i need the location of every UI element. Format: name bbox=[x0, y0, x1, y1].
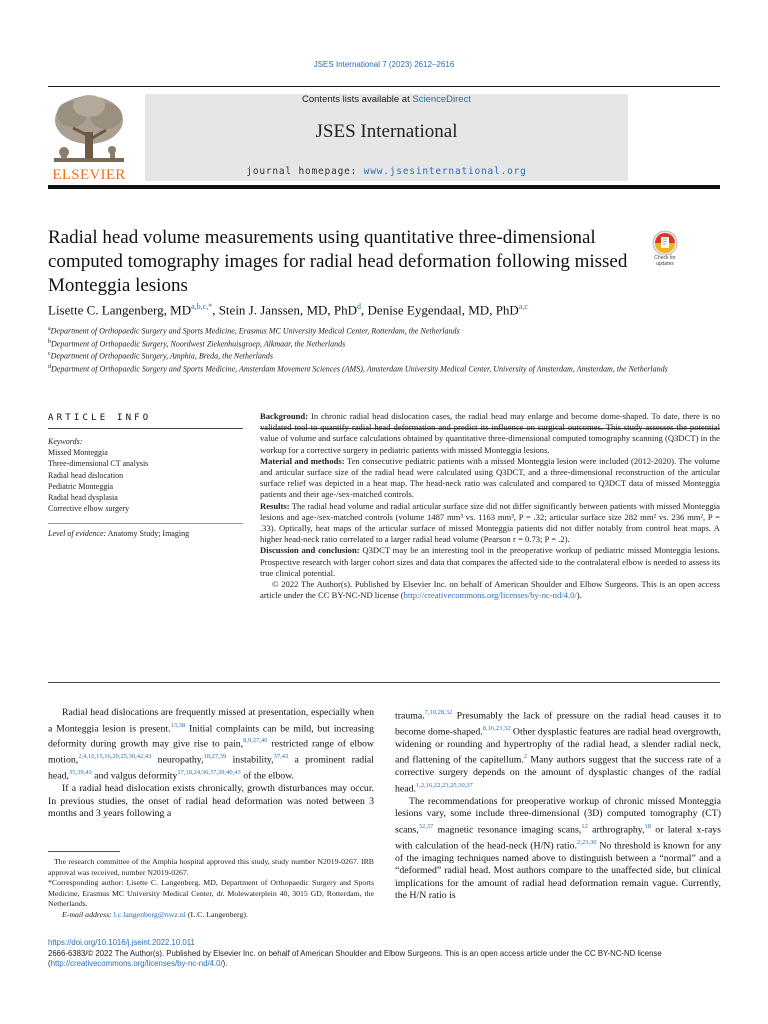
keywords-block bbox=[48, 436, 243, 514]
footer-license-link[interactable]: http://creativecommons.org/licenses/by-nc-nd/4.0/ bbox=[50, 959, 223, 969]
homepage-link[interactable]: www.jsesinternational.org bbox=[363, 166, 527, 177]
level-of-evidence bbox=[48, 529, 243, 538]
affiliation: $^c$Department of Orthopaedic Surgery, Amphia, Breda, the Netherlands bbox=[48, 351, 274, 361]
body-column-right bbox=[395, 707, 721, 903]
doi-link[interactable]: https://doi.org/10.1016/j.jseint.2022.10.011 bbox=[48, 938, 195, 947]
journal-reference[interactable]: JSES International 7 (2023) 2612–2616 bbox=[313, 60, 455, 69]
irb-footnote: The research committee of the Amphia hospital approved this study, study number N2019-0267. IRB approval was received, number N2019-0267. bbox=[48, 857, 374, 877]
loe-label: Level of evidence: bbox=[48, 529, 107, 538]
elsevier-logo bbox=[48, 92, 130, 184]
keyword: Pediatric Monteggia bbox=[48, 481, 114, 491]
sciencedirect-link[interactable]: ScienceDirect bbox=[412, 94, 471, 105]
article-title: Radial head volume measurements using quantitative three-dimensional computed tomography images for radial head deformation following missed Monteggia lesions bbox=[48, 227, 628, 296]
body-column-left bbox=[48, 707, 374, 821]
footnotes bbox=[48, 857, 374, 921]
author-name: Denise Eygendaal, MD, PhD bbox=[367, 302, 519, 318]
header-thick-rule bbox=[48, 185, 720, 189]
abstract bbox=[260, 411, 720, 601]
elsevier-wordmark: ELSEVIER bbox=[52, 167, 126, 183]
tree-icon bbox=[48, 92, 130, 168]
homepage-prefix: journal homepage: bbox=[246, 166, 364, 177]
badge-label: Check for updates bbox=[654, 255, 676, 267]
body-paragraph: Radial head dislocations are frequently missed at presentation, especially when a Monteggia lesion is present.$^{13,38}$ Initial complaints can be mild, but increasing deformity during growth may give rise to pain,$^{8,9,27,40}$ restricted range of elbow motion,$^{2,4,10,15,16,20,25,30,42,43}$ neuropathy,$^{18,27,39}$ instability,$^{37,43}$ a prominent radial head,$^{35,39,43}$ and valgus deformity$^{17,18,24,36,37,39,40,43}$ of the elbow. bbox=[48, 707, 374, 782]
abstract-results: Results: The radial head volume and radial articular surface size did not differ significantly between patients with missed Monteggia lesions and age-/sex-matched controls (volume 1487 mm³ vs. 1163 mm³, P = .32; articular surface size 282 mm² vs. 236 mm², P = .33). Optically, heat maps of the articular surface of missed Monteggia patients did not differ notably from control heat maps. A higher head-neck ratio correlated to a larger radial head volume (Pearson r = 0.73; P = .2). bbox=[260, 500, 720, 545]
abstract-discussion: Discussion and conclusion: Q3DCT may be an interesting tool in the preoperative workup of pediatric missed Monteggia lesions. Prospective research with larger cohort sizes and data that compares the affected side to the contralateral elbow is needed to assess its true clinical potential. bbox=[260, 545, 720, 578]
journal-name: JSES International bbox=[315, 121, 458, 142]
abstract-methods: Material and methods: Ten consecutive pediatric patients with a missed Monteggia lesion were included (2012-2020). The volume and articular surface size of the radial head were calculated using Q3DCT, and a three-dimensional reconstruction of the articular surface relief was depicted in a heat map. The head-neck ratio was calculated and compared to Q3DCT data of missed Monteggia patients and their age-/sex-matched controls. bbox=[260, 455, 720, 500]
contents-line bbox=[145, 94, 628, 105]
issn-license: 2666-6383/© 2022 The Author(s). Published by Elsevier Inc. on behalf of American Shoulder and Elbow Surgeons. This is an open access article under the CC BY-NC-ND license (http://creativecommons.org/licenses/by-nc-nd/4.0/). bbox=[48, 948, 662, 969]
keyword: Radial head dislocation bbox=[48, 470, 124, 480]
header-rule bbox=[48, 86, 720, 87]
keywords-rule bbox=[48, 523, 243, 524]
abstract-bottom-rule bbox=[48, 682, 720, 683]
author-affil-sup[interactable]: a,c bbox=[518, 302, 528, 311]
author-name: Lisette C. Langenberg, MD bbox=[48, 302, 192, 318]
email-footnote: E-mail address: l.c.langenberg@nwz.nl (L.C. Langenberg). bbox=[62, 909, 248, 919]
author-affil-sup[interactable]: d bbox=[357, 302, 362, 311]
keyword: Missed Monteggia bbox=[48, 448, 108, 458]
body-paragraph: If a radial head dislocation exists chronically, growth disturbances may occur. In previous studies, the onset of radial head deformation was noted between 3 months and 3 years following a bbox=[48, 783, 374, 820]
keyword: Three-dimensional CT analysis bbox=[48, 459, 149, 469]
license-link[interactable]: http://creativecommons.org/licenses/by-nc-nd/4.0/ bbox=[403, 590, 577, 601]
article-info-rule bbox=[48, 428, 243, 429]
email-link[interactable]: l.c.langenberg@nwz.nl bbox=[113, 909, 186, 919]
keyword: Corrective elbow surgery bbox=[48, 504, 130, 514]
abstract-background: Background: In chronic radial head dislocation cases, the radial head may enlarge and become dome-shaped. To date, there is no validated tool to quantify radial head deformation and predict its influence on surgical outcomes. This study assesses the potential value of volume and surface calculations obtained by quantitative three-dimensional computed tomography scanning (Q3DCT) in the workup for a corrective surgery in pediatric patients with missed Monteggia lesions. bbox=[260, 411, 720, 455]
body-paragraph: The recommendations for preoperative workup of chronic missed Monteggia lesions vary, some include three-dimensional (3D) computed tomography (CT) scans,$^{32,37}$ magnetic resonance imaging scans,$^{12}$ arthrography,$^{18}$ or lateral x-rays with calculation of the head-neck (H/N) ratio.$^{2,23,30}$ No threshold is known for any of the imaging techniques named above to distinguish between a “normal” and a “deformed” radial head. Most authors compare to the unaffected side, but clinical implications for the amount of radial head deformation remain vague. Currently, the H/N ratio is bbox=[395, 795, 721, 902]
affiliation: $^a$Department of Orthopaedic Surgery and Sports Medicine, Erasmus MC University Medical Center, Rotterdam, the Netherlands bbox=[48, 326, 460, 336]
journal-banner bbox=[145, 94, 628, 181]
journal-homepage bbox=[145, 166, 628, 177]
author-affil-sup[interactable]: a,b,c,* bbox=[191, 302, 213, 311]
check-for-updates-badge[interactable] bbox=[647, 229, 683, 267]
loe-value: Anatomy Study; Imaging bbox=[107, 529, 190, 538]
body-paragraph: trauma.$^{7,10,28,32}$ Presumably the lack of pressure on the radial head causes it to become dome-shaped.$^{8,16,23,32}$ Other dysplastic features are radial head overgrowth, widening or rounding and hypertrophy of the radial head, a slender radial neck, and flattening of the capitellum.$^2$ Many authors suggest that the success rate of a corrective surgery depends on the amount of dysplastic changes of the radial head.$^{1,2,16,22,23,25,30,37}$ bbox=[395, 709, 722, 795]
article-info-heading: ARTICLE INFO bbox=[48, 413, 152, 423]
contents-prefix: Contents lists available at bbox=[302, 94, 413, 105]
affiliation: $^d$Department of Orthopaedic Surgery and Sports Medicine, Amsterdam Movement Sciences (AMS), Amsterdam University Medical Center, University of Amsterdam, Amsterdam, the Netherlands bbox=[48, 363, 668, 374]
affiliation: $^b$Department of Orthopaedic Surgery, Noordwest Ziekenhuisgroep, Alkmaar, the Netherlands bbox=[48, 338, 346, 349]
corresponding-footnote: *Corresponding author: Lisette C. Langenberg, MD, Department of Orthopaedic Surgery and Sports Medicine, Erasmus MC University Medical Center, dr. Molewaterplein 40, 3015 GD, Rotterdam, the Netherlands. bbox=[48, 878, 374, 909]
keyword: Radial head dysplasia bbox=[48, 493, 118, 503]
affiliations bbox=[48, 324, 720, 375]
author-name: Stein J. Janssen, MD, PhD bbox=[218, 302, 358, 318]
abstract-copyright: © 2022 The Author(s). Published by Elsevier Inc. on behalf of American Shoulder and Elbow Surgeons. This is an open access article under the CC BY-NC-ND license (http://creativecommons.org/licenses/by-nc-nd/4.0/). bbox=[260, 579, 720, 601]
page-footer bbox=[48, 938, 720, 970]
keywords-label: Keywords: bbox=[48, 437, 83, 446]
footnote-rule bbox=[48, 851, 120, 852]
author-list: Lisette C. Langenberg, $MD^{a,b,c,*}$, Stein J. Janssen, MD, PhD$^d$, Denise Eygendaal, MD, PhD$^{a,c}$ bbox=[48, 302, 528, 318]
